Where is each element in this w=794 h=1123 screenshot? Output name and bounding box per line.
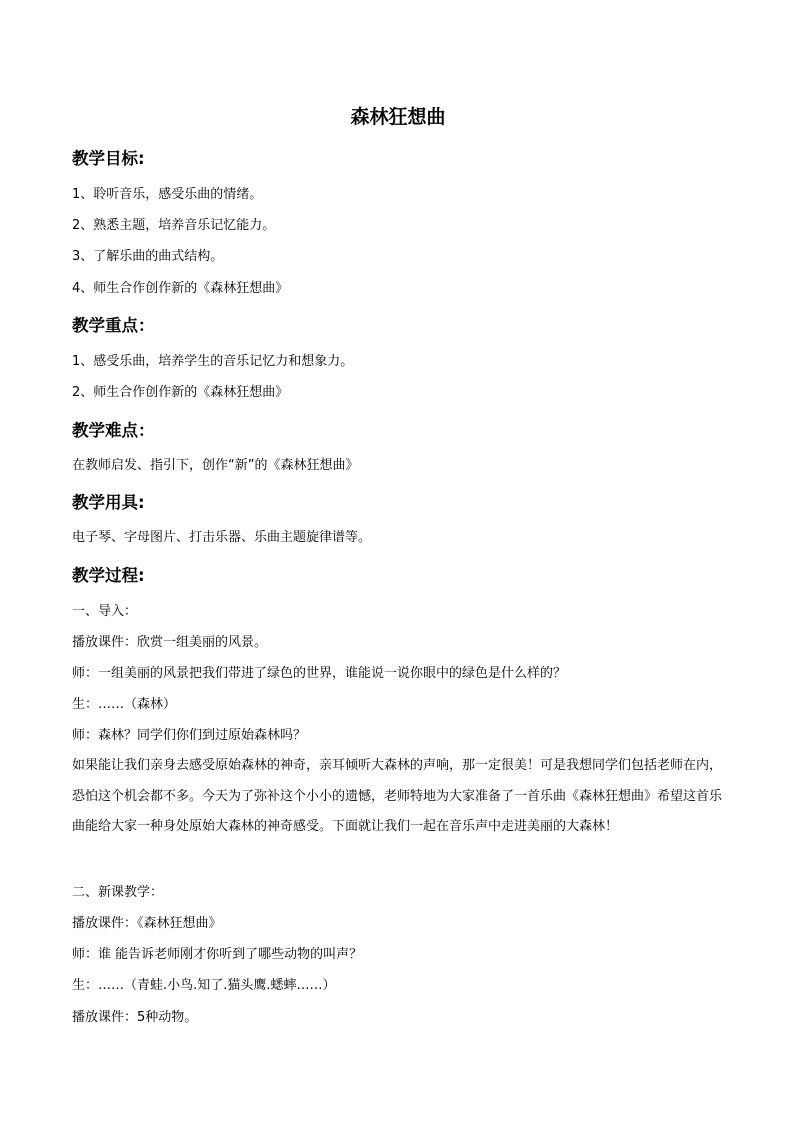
key-point-item-1: 1、感受乐曲，培养学生的音乐记忆力和想象力。 bbox=[72, 354, 354, 369]
process-heading: 教学过程: bbox=[72, 566, 145, 585]
objective-item-2: 2、熟悉主题，培养音乐记忆能力。 bbox=[72, 218, 276, 233]
objective-item-1: 1、聆听音乐，感受乐曲的情绪。 bbox=[72, 187, 263, 202]
process-line-2: 播放课件：欣赏一组美丽的风景。 bbox=[72, 635, 268, 650]
process-line-9: 生：……（青蛙.小鸟.知了.猫头鹰.蟋蟀……） bbox=[72, 978, 336, 993]
materials-text: 电子琴、字母图片、打击乐器、乐曲主题旋律谱等。 bbox=[72, 530, 372, 545]
difficulties-text: 在教师启发、指引下，创作“新”的《森林狂想曲》 bbox=[72, 458, 359, 473]
difficulties-heading: 教学难点： bbox=[72, 421, 155, 440]
key-points-heading: 教学重点： bbox=[72, 316, 155, 335]
objectives-heading: 教学目标: bbox=[72, 149, 145, 168]
document-title: 森林狂想曲 bbox=[350, 106, 446, 128]
process-line-8: 师：谁 能告诉老师刚才你听到了哪些动物的叫声？ bbox=[72, 947, 363, 962]
process-line-7: 播放课件：《森林狂想曲》 bbox=[72, 916, 222, 931]
process-paragraph: 如果能让我们亲身去感受原始森林的神奇，亲耳倾听大森林的声响，那一定很美！可是我想同学们包括老师在内，恐怕这个机会都不多。今天为了弥补这个小小的遗憾，老师特地为大家准备了一首乐曲《森林狂想曲》希望这首乐曲能给大家一种身处原始大森林的神奇感受。下面就让我们一起在音乐声中走进美丽的大森林！ bbox=[72, 758, 723, 834]
materials-heading: 教学用具: bbox=[72, 493, 145, 512]
process-line-6: 二、新课教学： bbox=[72, 885, 164, 900]
process-line-5: 师：森林？同学们你们到过原始森林吗？ bbox=[72, 728, 307, 743]
process-line-3: 师：一组美丽的风景把我们带进了绿色的世界，谁能说一说你眼中的绿色是什么样的？ bbox=[72, 666, 567, 681]
process-line-4: 生：……（森林） bbox=[72, 697, 177, 712]
process-line-1: 一、导入： bbox=[72, 604, 138, 619]
process-line-10: 播放课件：5种动物。 bbox=[72, 1010, 198, 1025]
objective-item-3: 3、了解乐曲的曲式结构。 bbox=[72, 249, 224, 264]
objective-item-4: 4、师生合作创作新的《森林狂想曲》 bbox=[72, 281, 289, 296]
key-point-item-2: 2、师生合作创作新的《森林狂想曲》 bbox=[72, 385, 289, 400]
